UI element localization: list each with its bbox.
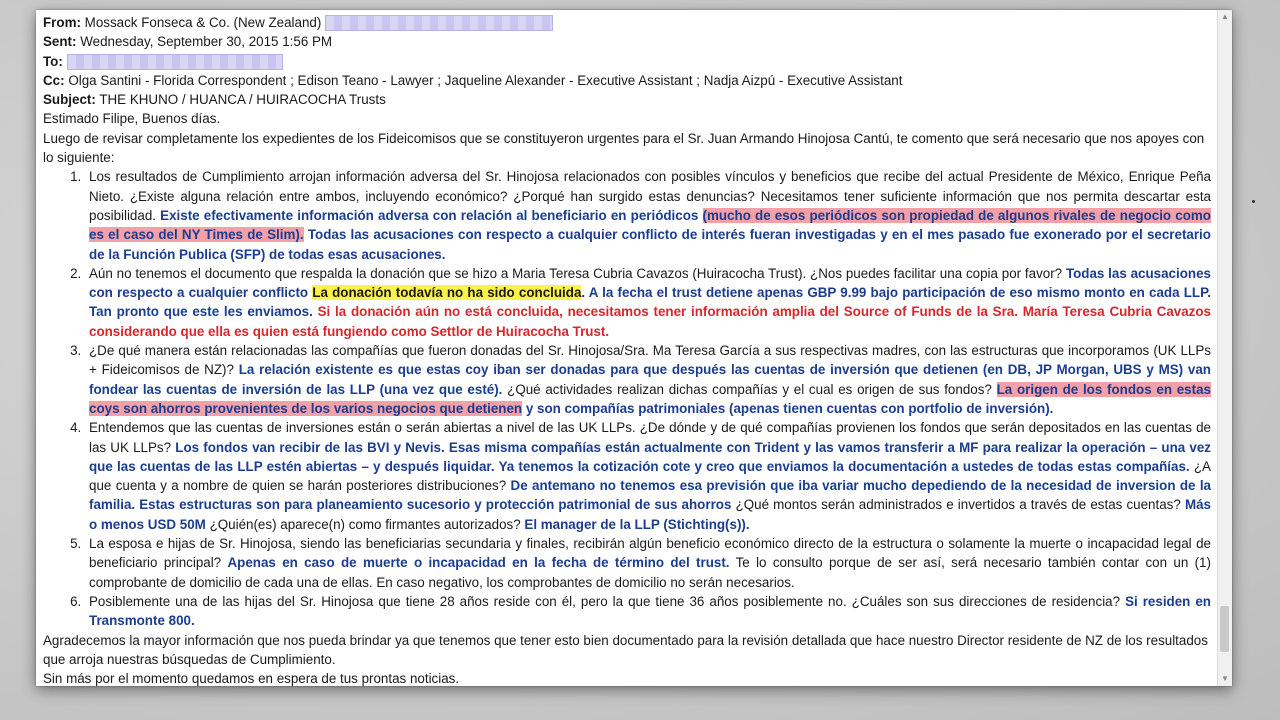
question-text: Entendemos que las cuentas de inversiones están o serán abiertas a nivel de las UK LLPs. ¿De dónde y de qué compañías provienen los fondos que serán depositados en las cuentas de las UK LLPs?: [89, 420, 1211, 455]
question-text: ¿Quién(es) aparece(n) como firmantes autorizados?: [209, 516, 521, 532]
from-label: From:: [43, 15, 81, 30]
list-item-6: [85, 592, 1211, 631]
vertical-scrollbar[interactable]: [1217, 10, 1232, 686]
answer-text: Existe efectivamente información adversa con relación al beneficiario en periódicos: [160, 207, 699, 223]
email-content: [43, 13, 1211, 686]
question-text: Aún no tenemos el documento que respalda la donación que se hizo a Maria Teresa Cubria Cavazos (Huiracocha Trust). ¿Nos puedes facilitar una copia por favor?: [89, 265, 1063, 281]
closing-line: Sin más por el momento quedamos en espera de tus prontas noticias.: [43, 671, 460, 686]
email-document: [36, 10, 1232, 686]
followup-request: Si la donación aún no está concluida, necesitamos tener información amplia del Source of Funds de la Sra. María Teresa Cubria Cavazos considerando que ella es quien está fungiendo como Settlor de Huiracocha Trust.: [89, 304, 1211, 339]
answer-text: Los fondos van recibir de las BVI y Nevis. Esas misma compañías están actualmente con Trident y las vamos transferir a MF para realizar la operación – una vez que las cuentas de las LLP estén abiertas – y después liquidar. Ya tenemos la cotización cote y creo que enviamos la documentación a ustedes de todas estas compañías.: [89, 439, 1211, 474]
list-item-2: [85, 264, 1211, 341]
subject-value: THE KHUNO / HUANCA / HUIRACOCHA Trusts: [99, 92, 386, 108]
redacted-from-address: [325, 15, 553, 31]
highlighted-answer: La donación todavía no ha sido concluida: [312, 285, 582, 301]
highlighted-answer: (mucho de esos periódicos son propiedad de algunos rivales de negocio como es el caso del NY Times de Slim).: [89, 207, 1211, 243]
list-item-3: [85, 341, 1211, 418]
list-item-5: [85, 534, 1211, 592]
highlighted-answer: La origen de los fondos en estas coys son ahorros provenientes de los varios negocios que detienen: [89, 381, 1211, 416]
to-label: To:: [43, 53, 63, 69]
answer-text: Apenas en caso de muerte o incapacidad en la fecha de término del trust.: [227, 555, 730, 571]
cc-value: Olga Santini - Florida Correspondent ; Edison Teano - Lawyer ; Jaqueline Alexander - Executive Assistant ; Nadja Aizpú - Executive Assistant: [68, 72, 903, 88]
answer-text: Más o menos USD 50M: [89, 497, 1212, 532]
list-item-1: [85, 167, 1211, 263]
from-value: Mossack Fonseca & Co. (New Zealand): [84, 15, 322, 30]
subject-line: [43, 90, 1211, 109]
question-text: ¿De qué manera están relacionadas las compañías que fueron donadas del Sr. Hinojosa/Sra. Ma Teresa García a sus respectivas madres, con las estructuras que incorporamos (UK LLPs + Fideicomisos de NZ)?: [89, 343, 1211, 378]
answer-text: . A la fecha el trust detiene apenas GBP 9.99 bajo participación de eso mismo monto en cada LLP. Tan pronto que este les enviamos.: [89, 285, 1211, 320]
question-text: ¿Qué montos serán administrados e invertidos a través de estas cuentas?: [735, 497, 1181, 513]
scroll-up-arrow-icon[interactable]: ▲: [1221, 12, 1229, 21]
redacted-to-address: [67, 54, 283, 70]
from-line: [43, 13, 1211, 32]
greeting: Estimado Filipe, Buenos días.: [43, 111, 221, 127]
sent-label: Sent:: [43, 34, 77, 50]
answer-text: y son compañías patrimoniales (apenas tienen cuentas con portfolio de inversión).: [525, 400, 1054, 416]
answer-text: De antemano no tenemos esa previsión que iba variar mucho depediendo de la necesidad de inversion de la familia. Estas estructuras son para planeamiento sucesorio y protección patrimonial de sus ahorros: [89, 478, 1211, 513]
question-text: Posiblemente una de las hijas del Sr. Hinojosa que tiene 28 años reside con él, pero la que tiene 36 años posiblemente no. ¿Cuáles son sus direcciones de residencia?: [89, 593, 1121, 609]
cc-label: Cc:: [43, 72, 65, 88]
closing-paragraph: Agradecemos la mayor información que nos pueda brindar ya que tenemos que tener esto bien documentado para la revisión detallada que hace nuestro Director residente de NZ de los resultados que arroja nuestras búsquedas de Cumplimiento.: [43, 632, 1208, 667]
to-line: [43, 52, 1211, 71]
question-text: ¿Qué actividades realizan dichas compañías y el cual es origen de sus fondos?: [507, 381, 992, 397]
question-text: Los resultados de Cumplimiento arrojan información adversa del Sr. Hinojosa relacionados con posibles vínculos y beneficios que recibe del actual Presidente de México, Enrique Peña Nieto. ¿Existe alguna relación entre ambos, incluyendo económico? ¿Porqué han surgido estas denuncias? Necesitamos tener suficiente información que nos permita descartar esta posibilidad.: [89, 169, 1211, 223]
question-text: La esposa e hijas de Sr. Hinojosa, siendo las beneficiarias secundaria y finales, recibirán algún beneficio económico directo de la estructura o solamente la muerte o incapacidad legal de beneficiario principal?: [89, 536, 1211, 571]
question-text: ¿A que cuenta y a nombre de quien se harán posteriores distribuciones?: [89, 458, 1211, 494]
cc-line: [43, 71, 1211, 90]
sent-value: Wednesday, September 30, 2015 1:56 PM: [80, 34, 333, 50]
answer-text: La relación existente es que estas coy iban ser donadas para que después las cuentas de inversión que detienen (en DB, JP Morgan, UBS y MS) van fondear las cuentas de inversión de las LLP (una vez que esté).: [89, 362, 1211, 397]
list-item-4: [85, 418, 1211, 534]
subject-label: Subject:: [43, 92, 96, 108]
sent-line: [43, 32, 1211, 51]
answer-text: Todas las acusaciones con respecto a cualquier conflicto de interés fueran investigadas y en el mes pasado fue exonerado por el secretario de la Función Publica (SFP) de todas esas acusaciones.: [89, 227, 1211, 262]
intro-paragraph: Luego de revisar completamente los expedientes de los Fideicomisos que se constituyeron urgentes para el Sr. Juan Armando Hinojosa Cantú, te comento que será necesario que nos apoyes con lo siguiente:: [43, 130, 1205, 166]
scroll-down-arrow-icon[interactable]: ▼: [1221, 674, 1229, 683]
answer-text: El manager de la LLP (Stichting(s)).: [524, 516, 750, 532]
scroll-thumb[interactable]: [1220, 606, 1229, 652]
answer-text: Si residen en Transmonte 800.: [89, 593, 1211, 629]
dust-speck: [1252, 200, 1255, 203]
answer-text: Todas las acusaciones con respecto a cualquier conflicto: [89, 265, 1211, 301]
question-list: [43, 167, 1211, 630]
question-text: Te lo consulto porque de ser así, será necesario también contar con un (1) comprobante de domicilio de cada una de ellas. En caso negativo, los comprobantes de domicilio no serán necesarios.: [89, 555, 1211, 590]
